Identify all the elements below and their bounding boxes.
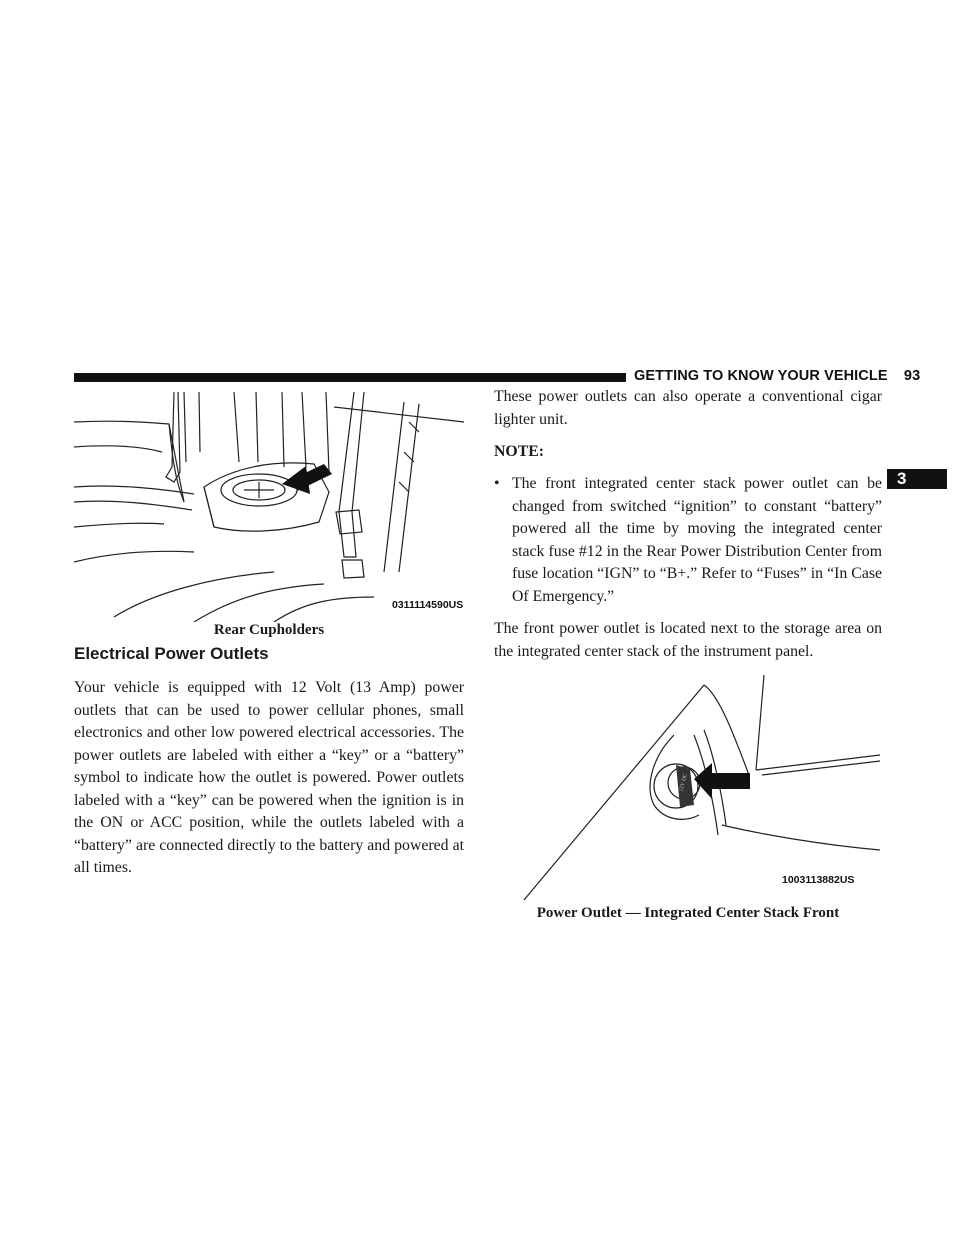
chapter-tab: 3 [887, 469, 947, 489]
page-number: 93 [903, 368, 921, 384]
outlet-label: 12V DC [678, 772, 689, 793]
location-paragraph: The front power outlet is located next to the storage area on the integrated center stack of the instrument panel. [494, 620, 882, 660]
running-header [634, 368, 920, 384]
power-outlet-illustration [494, 675, 882, 903]
section-heading: Electrical Power Outlets [74, 644, 269, 663]
note-label: NOTE: [494, 443, 545, 460]
figure2-code: 1003113882US [782, 874, 855, 886]
bullet-icon: • [494, 475, 500, 492]
figure1-caption: Rear Cupholders [213, 622, 325, 638]
note-bullet-text: The front integrated center stack power outlet can be changed from switched “ignition” to constant “battery” powered all the time by moving the integrated center stack fuse #12 in the Rear Power Distribution Center from fuse location “IGN” to “B+.” Refer to “Fuses” in “In Case Of Emergency.” [512, 475, 882, 605]
header-rule [74, 373, 626, 382]
intro-paragraph: These power outlets can also operate a conventional cigar lighter unit. [494, 388, 882, 428]
header-title: GETTING TO KNOW YOUR VEHICLE [634, 368, 888, 384]
left-column [74, 392, 464, 892]
right-column [494, 388, 882, 922]
figure1-code: 0311114590US [392, 599, 464, 611]
section-paragraph: Your vehicle is equipped with 12 Volt (13 Amp) power outlets that can be used to power cellular phones, small electronics and other low powered electrical accessories. The power outlets are labeled with either a “key” or a “battery” symbol to indicate how the outlet is powered. Power outlets labeled with a “key” can be powered when the ignition is in the ON or ACC position, while the outlets labeled with a “battery” are connected directly to the battery and powered at all times. [74, 679, 464, 876]
rear-cupholders-illustration [74, 392, 464, 622]
note-bullet [494, 473, 882, 608]
figure2-caption: Power Outlet — Integrated Center Stack Front [536, 905, 840, 921]
